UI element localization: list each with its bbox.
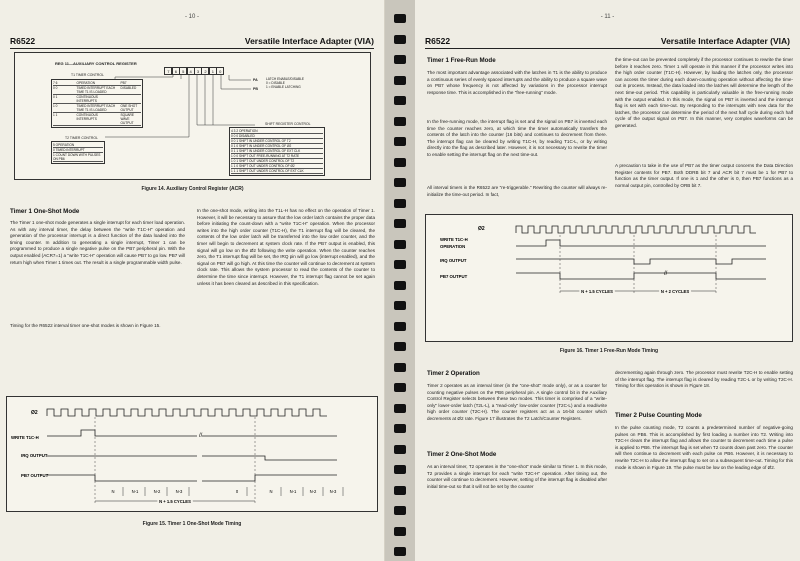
binding-ring xyxy=(394,342,406,351)
binding-ring xyxy=(394,96,406,105)
sr-table-row: 1 1 0 SHIFT OUT UNDER CONTROL OF Ø2 xyxy=(231,164,323,169)
counter-value: N-1 xyxy=(131,489,139,494)
acr-bit-cell: 4 xyxy=(187,67,195,75)
binding-ring xyxy=(394,240,406,249)
page-number: - 10 - xyxy=(184,14,199,20)
counter-value: N-3 xyxy=(175,489,183,494)
binding-ring xyxy=(394,424,406,433)
sr-table-row: 0 1 0 SHIFT IN UNDER CONTROL OF Ø2 xyxy=(231,144,323,149)
header-title: Versatile Interface Adapter (VIA) xyxy=(244,36,374,46)
t2-operation-heading: Timer 2 Operation xyxy=(427,370,480,377)
binding-ring xyxy=(394,486,406,495)
free-run-paragraph-2: In the free-running mode, the interrupt flag is set and the signal on PB7 is inverted each time the counter reaches zero, at which time the timer automatically transfers the contents of the latch into the counter (16 bits) and continues to decrement from there. The interrupt flag can be cleared by writing T1C-H, by reading T1C-L, or by writing directly into the flag as described later. However, it is not necessary to rewrite the timer to enable setting the interrupt flag on the next time-out. xyxy=(427,119,607,157)
phi2-label: Ø2 xyxy=(31,410,38,416)
irq-label: IRQ OUTPUT xyxy=(440,258,467,263)
page-header xyxy=(425,36,790,49)
binding-ring xyxy=(394,219,406,228)
counter-value: N-2 xyxy=(309,489,317,494)
latch-enable-1: 1 = ENABLE LATCHING xyxy=(266,85,301,89)
free-run-paragraph-1: The most important advantage associated with the latches in T1 is the ability to produce a continuous series of evenly spaced interrupts and the ability to produce a square wave on PB7 whose frequency is not affected by variations in the processor interrupt response time. This is accomplished in the "free-running" mode. xyxy=(427,70,607,95)
one-shot-paragraph-3: In the one-shot mode, writing into the T1L-H has no effect on the operation of Timer 1. However, it will be necessary to assure that the low order latch contains the proper data before initiating the count-down with a "write T1C-H" operation. When the processor writes into the high order counter (T1C-H), the T1 interrupt flag will be cleared, the contents of the low order latch will be transferred into the low order counter, and the timer will begin to decrement at system clock rate. If the PB7 output is enabled, this signal will go low on the Ø2 following the write operation. When the counter reaches zero, the T1 interrupt flag will be set, the IRQ pin will go low (interrupt enabled), and the signal on PB7 will go high. At this time the counter will continue to decrement at system clock rate. This allows the system processor to read the contents of the counter to determine the time since interrupt. However, the T1 interrupt flag cannot be set again unless it has been cleared as described in this specification. xyxy=(197,208,375,286)
binding-ring xyxy=(394,178,406,187)
write-waveform xyxy=(47,430,337,436)
header-part-number: R6522 xyxy=(10,36,36,46)
t1-table-cell: PB7 xyxy=(120,81,127,85)
acr-bit-cell: 6 xyxy=(172,67,180,75)
one-shot-paragraph-1: The Timer 1 one-shot mode generates a single interrupt for each timer load operation. As with any interval timer, the delay between the "write T1C-H" operation and generation of the processor interrupt is a direct function of the data loaded into the timing counter. In addition to generating a single interrupt, Timer 1 can be programmed to produce a single negative pulse on the PB7 peripheral pin. With the output enabled (ACR7=1) a "write T1C-H" operation will cause PB7 to go low. PB7 will return high when Timer 1 times out. The result is a single programmable width pulse. xyxy=(10,220,185,265)
figure-15-waveforms xyxy=(7,397,379,513)
irq-waveform xyxy=(47,456,337,460)
pulse-counting-heading: Timer 2 Pulse Counting Mode xyxy=(615,412,702,419)
counter-values xyxy=(111,487,343,496)
t2-table-row: 5 OPERATION xyxy=(53,143,103,148)
latch-enable-0: 0 = DISABLE xyxy=(266,81,285,85)
free-run-col2-paragraph-2: A precaution to take in the use of PB7 as the timer output concerns the Data Direction Register contents for PB7. Both DDRB bit 7 and ACR bit 7 must be 1 for PB7 to function as the timer output. If one is 1 and the other is 0, then PB7 functions as a normal output pin, controlled by ORB bit 7. xyxy=(615,163,793,188)
t1-table-cell: 0 1 xyxy=(53,95,58,99)
binding-ring xyxy=(394,76,406,85)
t1-table-cell: 1 1 xyxy=(53,113,58,117)
t1-table-cell: CONTINUOUS INTERRUPTS xyxy=(76,113,98,121)
acr-bit-cell: 7 xyxy=(164,67,172,75)
phi2-clock-wave xyxy=(516,226,756,233)
pulse-counting-paragraph: In the pulse counting mode, T2 counts a predetermined number of negative-going pulses on PB6. This is accomplished by first loading a number into T2. Writing into T2C-H clears the interrupt flag and allows the counter to decrement each time a pulse is applied to PB6. The interrupt flag is set when T2 counts down past zero. The counter will then continue to decrement with each pulse on PB6. However, it is necessary to rewrite T2C-H to allow the interrupt flag to set on a subsequent time-out. Timing for this mode is shown in Figure 19. The pulse must be low on the leading edge of Ø2. xyxy=(615,425,793,470)
t2-control-label: T2 TIMER CONTROL xyxy=(65,136,98,140)
binding-ring xyxy=(394,55,406,64)
binding-ring xyxy=(394,137,406,146)
t1-table-cell: SQUARE WAVE OUTPUT xyxy=(120,113,134,125)
binding-ring xyxy=(394,35,406,44)
t2-col2-paragraph: decrementing again through zero. The processor must rewrite T2C-H to enable setting of the interrupt flag. The interrupt flag is cleared by reading T2C-L or by writing T2C-H. Timing for this operation is shown in Figure 18. xyxy=(615,370,793,389)
acr-bit-cell: 5 xyxy=(179,67,187,75)
write-waveform xyxy=(516,240,766,246)
t1-table-cell: TIMED INTERRUPT EACH TIME T1 IS LOADED xyxy=(76,86,116,94)
binding-ring xyxy=(394,363,406,372)
phi2-label: Ø2 xyxy=(478,226,485,232)
header-title: Versatile Interface Adapter (VIA) xyxy=(660,36,790,46)
counter-value: N-1 xyxy=(289,489,297,494)
one-shot-heading: Timer 1 One-Shot Mode xyxy=(10,208,80,215)
binding-ring xyxy=(394,404,406,413)
t2-table-row: 0 TIMED INTERRUPT xyxy=(53,148,103,153)
binding-ring xyxy=(394,199,406,208)
free-run-col2-paragraph-1: the time-out can be prevented completely if the processor continues to rewrite the timer before it reaches zero. Timer 1 will operate in this manner if the processor writes into the high order counter (T1C-H). However, by loading the latches only, the processor can access the timer during each down-counting operation without affecting the time-out in process. Instead, the data loaded into the latches will determine the length of the next time-out period. This capability is particularly valuable in the free-running mode with the output enabled. In this mode, the signal on PB7 is inverted and the interrupt flag is set with each time-out. By responding to the interrupts with new data for the latches, the processor can determine the period of the next half cycle during each half cycle of the output signal on PB7. In this manner, very complex waveforms can be generated. xyxy=(615,57,793,128)
break-mark: // xyxy=(664,271,668,277)
t2-table-row: 1 COUNT DOWN WITH PULSES ON PB6 xyxy=(53,153,103,162)
counter-value: N-3 xyxy=(329,489,337,494)
figure-14-acr xyxy=(14,52,371,180)
write-label-line2: OPERATION xyxy=(440,244,466,249)
binding-ring xyxy=(394,547,406,556)
figure-14-caption: Figure 14. Auxiliary Control Register (ACR) xyxy=(141,186,244,192)
counter-value: 0 xyxy=(235,489,239,494)
pb7-waveform xyxy=(516,273,766,279)
t1-table-cell: CONTINUOUS INTERRUPTS xyxy=(76,95,98,103)
pa-label: PA xyxy=(253,78,258,82)
irq-label: IRQ OUTPUT xyxy=(21,453,48,458)
t2-one-shot-heading: Timer 2 One-Shot Mode xyxy=(427,451,497,458)
break-mark: // xyxy=(199,433,203,439)
acr-bit-cell: 3 xyxy=(194,67,202,75)
figure-16-caption: Figure 16. Timer 1 Free-Run Mode Timing xyxy=(559,348,659,354)
write-label-line1: WRITE T1C-H xyxy=(440,237,468,242)
binding-ring xyxy=(394,281,406,290)
phi2-clock-wave xyxy=(47,409,327,416)
acr-leader-lines xyxy=(15,53,372,181)
sr-table-row: 0 1 1 SHIFT IN UNDER CONTROL OF EXT CLK xyxy=(231,149,323,154)
t1-table-cell: OPERATION xyxy=(76,81,96,85)
sr-table-row: 1 0 0 SHIFT OUT FREE-RUNNING AT T2 RATE xyxy=(231,154,323,159)
left-page xyxy=(0,0,385,561)
sr-table-row: 1 0 1 SHIFT OUT UNDER CONTROL OF T2 xyxy=(231,159,323,164)
acr-bit-cell: 1 xyxy=(209,67,217,75)
figure-15-caption: Figure 15. Timer 1 One-Shot Mode Timing xyxy=(142,521,242,527)
pb-label: PB xyxy=(253,87,258,91)
phi2-clock xyxy=(47,409,327,416)
acr-bit-cell: 2 xyxy=(201,67,209,75)
sr-table-row: 0 0 0 DISABLED xyxy=(231,134,323,139)
guide-lines xyxy=(560,235,716,295)
sr-table-row: 1 1 1 SHIFT OUT UNDER CONTROL OF EXT CLK xyxy=(231,169,323,174)
phi2-clock xyxy=(516,226,756,233)
pb7-label: PB7 OUTPUT xyxy=(21,473,49,478)
cycles-label-2: N + 2 CYCLES xyxy=(660,289,690,294)
t1-control-label: T1 TIMER CONTROL xyxy=(71,73,104,77)
t1-table-cell: 7 6 xyxy=(53,81,58,85)
t1-table-cell: 0 0 xyxy=(53,86,58,90)
right-page xyxy=(415,0,800,561)
binding-ring xyxy=(394,322,406,331)
t2-one-shot-paragraph: As an interval timer, T2 operates in the "one-shot" mode similar to Timer 1. In this mode, T2 provides a single interrupt for each "write T2C-H" operation. After timing out, the counter will continue to decrement. However, setting of the interrupt flag is disabled after initial time-out so that it will not be set by the counter xyxy=(427,464,607,489)
binding-ring xyxy=(394,465,406,474)
acr-bit-cell: 0 xyxy=(216,67,224,75)
irq-waveform xyxy=(516,259,766,264)
one-shot-paragraph-2: Timing for the R6522 interval timer one-shot modes is shown in Figure 15. xyxy=(10,323,161,328)
t2-operation-paragraph: Timer 2 operates as an interval timer (in the "one-shot" mode only), or as a counter for counting negative pulses on the PB6 peripheral pin. A single control bit in the Auxiliary Control Register selects between these two modes. This timer is comprised of a "write-only" lower-order latch (T2L-L), a "read-only" low-order counter (T2C-L) and a read/write high order counter (T2C-H). The counter registers act as a 16-bit counter which decrements at Ø2 rate. Figure 17 illustrates the T2 Latch/Counter Registers. xyxy=(427,383,607,421)
binding-ring xyxy=(394,158,406,167)
pb7-waveform xyxy=(47,475,337,481)
page-header xyxy=(10,36,374,49)
free-run-heading: Timer 1 Free-Run Mode xyxy=(427,57,496,64)
page-number: - 11 - xyxy=(600,14,615,20)
sr-table-row: 0 0 1 SHIFT IN UNDER CONTROL OF T2 xyxy=(231,139,323,144)
header-part-number: R6522 xyxy=(425,36,451,46)
binding-ring xyxy=(394,14,406,23)
t1-table-cell: 1 0 xyxy=(53,104,58,108)
binding-ring xyxy=(394,117,406,126)
t1-table-cell: DISABLED xyxy=(120,86,137,90)
binding-ring xyxy=(394,260,406,269)
latch-enable-title: LATCH ENABLE/DISABLE xyxy=(266,77,305,81)
counter-value: N xyxy=(269,489,273,494)
binding-ring xyxy=(394,383,406,392)
cycles-label-1: N + 1.5 CYCLES xyxy=(581,289,613,294)
acr-title: REG 11—AUXILIARY CONTROL REGISTER xyxy=(55,61,137,66)
figure-16-waveforms xyxy=(426,215,794,343)
sr-control-label: SHIFT REGISTER CONTROL xyxy=(265,122,311,126)
free-run-paragraph-3: All interval timers in the R6522 are "re-triggerable." Rewriting the counter will always re-initialize the time-out period. In fact, xyxy=(427,185,607,197)
figure-16-timing xyxy=(425,214,793,342)
cycles-label: N + 1.5 CYCLES xyxy=(159,499,191,504)
sr-table-row: 4 3 2 OPERATION xyxy=(231,129,323,134)
counter-value: N-2 xyxy=(153,489,161,494)
binding-ring xyxy=(394,445,406,454)
binding-ring xyxy=(394,301,406,310)
t1-table-cell: TIMED INTERRUPT EACH TIME T1 IS LOADED xyxy=(76,104,116,112)
binding-ring xyxy=(394,527,406,536)
t1-table-cell: ONE SHOT OUTPUT xyxy=(120,104,138,112)
pb7-label: PB7 OUTPUT xyxy=(440,274,468,279)
write-label: WRITE T1C-H xyxy=(11,435,39,440)
figure-15-timing xyxy=(6,396,378,512)
counter-value: N xyxy=(111,489,115,494)
binding-ring xyxy=(394,506,406,515)
